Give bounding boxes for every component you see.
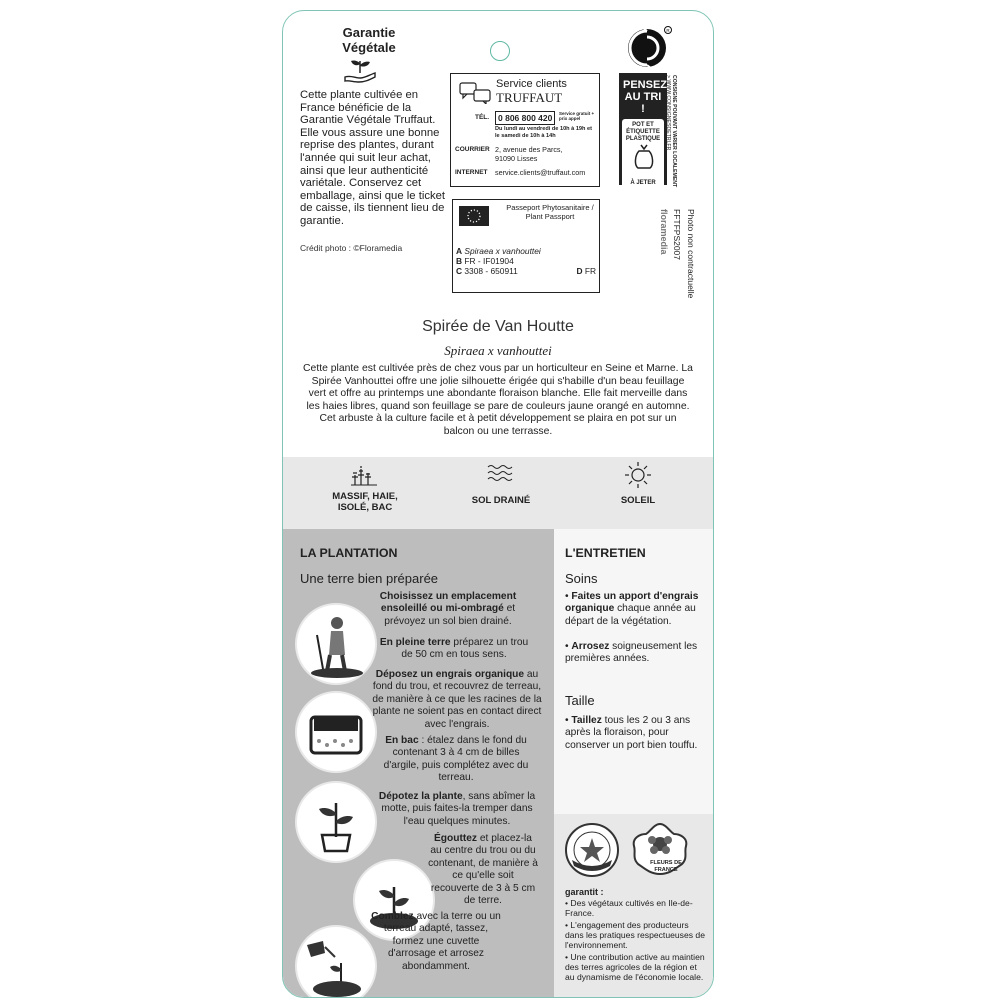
green-dot-icon (626, 25, 672, 69)
sorting-badge (619, 73, 667, 185)
plantation-step: Dépotez la plante, sans abîmer la motte, puis faites-la tremper dans l'eau quelques minutes. (378, 791, 536, 827)
soins-item: • Arrosez soigneusement les premières années. (565, 641, 698, 665)
container-illustration (295, 691, 377, 773)
chat-bubbles-icon (459, 82, 493, 104)
service-clients-box (450, 73, 600, 187)
feature-label-massif: MASSIF, HAIE, ISOLÉ, BAC (332, 491, 398, 513)
plantation-step: Choisissez un emplacement ensoleillé ou mi-ombragé et prévoyez un sol bien drainé. (379, 591, 517, 627)
garantie-title: Garantie Végétale (342, 25, 396, 55)
pot-plant-illustration (295, 781, 377, 863)
soins-item: • Faites un apport d'engrais organique chaque année au départ de la végétation. (565, 591, 699, 627)
plantation-section (283, 529, 554, 997)
photo-credit: Crédit photo : ©Floramedia (300, 243, 403, 253)
plantation-title: LA PLANTATION (300, 546, 398, 560)
passport-line-b: B FR - IF01904 (456, 256, 514, 266)
product-name: Spirée de Van Houtte (422, 318, 574, 335)
sun-icon (624, 461, 652, 489)
soins-title: Soins (565, 571, 598, 586)
tel-number: 0 806 800 420 (495, 111, 555, 125)
garantit-title: garantit : (565, 887, 604, 897)
entretien-title: L'ENTRETIEN (565, 546, 646, 560)
consigne-site: > WWW.CONSIGNESDETRI.FR (665, 75, 671, 151)
plantation-step: En pleine terre préparez un trou de 50 cm en tous sens. (379, 637, 529, 661)
tel-label: TÉL. (475, 114, 490, 121)
plant-passport-box (452, 199, 600, 293)
service-hours: Du lundi au vendredi de 10h à 19h et le samedi de 10h à 14h (495, 126, 592, 139)
passport-line-c: C 3308 - 650911 D FR (456, 266, 596, 276)
potted-plant-icon (297, 783, 375, 861)
hand-sprout-icon (343, 53, 377, 85)
product-description: Cette plante est cultivée près de chez vous par un horticulteur en Seine et Marne. La Spirée Vanhouttei offre une jolie silhouette érigée qui s'habille d'un beau feuillage vert et offre au printemps une abondante floraison blanche. Elle fait merveille dans les haies libres, quand son feuillage se pare de couleurs jaune orangé en automne. Cet arbuste à la culture facile et à petit développement se plaira en pot sur un balcon ou une terrasse. (303, 363, 693, 437)
jeter-text: À JETER (630, 180, 656, 186)
consigne-text: CONSIGNE POUVANT VARIER LOCALEMENT (671, 75, 677, 188)
taille-title: Taille (565, 693, 595, 708)
pot-etiquette-text: POT ET ÉTIQUETTE PLASTIQUE (625, 122, 661, 142)
pot-etiquette-box (622, 119, 664, 189)
service-brand: TRUFFAUT (496, 90, 563, 105)
plantation-subtitle: Une terre bien préparée (300, 571, 439, 586)
trash-bag-icon (634, 143, 654, 169)
plantation-step: Déposez un engrais organique au fond du trou, et recouvrez de terreau, de manière à ce que les racines de la plante ne soient pas en contact direct avec l'engrais. (372, 669, 542, 730)
fleurs-item: • Une contribution active au maintien des terres agricoles de la région et au dynamisme de l'économie locale. (565, 952, 705, 982)
taille-item: • Taillez tous les 2 ou 3 ans après la floraison, pour conserver un port bien touffu. (565, 715, 698, 751)
fleurs-badge-label: FLEURS DE FRANCE (650, 860, 682, 873)
planter-box-icon (297, 693, 375, 771)
passport-title: Passeport Phytosanitaire / Plant Passport (506, 203, 594, 221)
watering-illustration (295, 925, 377, 998)
passport-line-a: A Spiraea x vanhouttei (456, 246, 541, 256)
plantation-step: Égouttez et placez-la au centre du trou ou du contenant, de manière à ce qu'elle soit recouverte de 3 à 5 cm de terre. (428, 833, 538, 907)
pensez-text: PENSEZ AU TRI ! (623, 79, 668, 115)
fleurs-de-france-section (554, 814, 713, 997)
courrier-address: 2, avenue des Parcs, 91090 Lisses (495, 145, 563, 163)
svg-text:R: R (666, 28, 670, 33)
floramedia-brand: floramedia (659, 209, 669, 255)
fleurs-item: • L'engagement des producteurs dans les pratiques respectueuses de l'environnement. (565, 920, 705, 950)
photo-note: Photo non contractuelle (686, 209, 696, 299)
service-title: Service clients (496, 78, 567, 90)
soil-icon (487, 463, 513, 485)
eu-flag-icon (459, 206, 489, 226)
plantation-step: Comblez avec la terre ou un terreau adapté, tassez, formez une cuvette d'arrosage et arrosez abondamment. (371, 911, 501, 972)
entretien-section (554, 529, 713, 814)
watering-can-icon (297, 927, 375, 998)
features-band (283, 457, 713, 529)
feature-label-sol: SOL DRAINÉ (471, 495, 531, 506)
garantie-text: Cette plante cultivée en France bénéficie de la Garantie Végétale Truffaut. Elle vous assure une bonne reprise des plantes, durant l'année qui suit leur achat, ainsi que leur authenticité variétale. Conservez cet emballage, ainsi que le ticket de caisse, ils tiennent lieu de garantie. (300, 89, 446, 227)
fleurs-item: • Des végétaux cultivés en Ile-de-France. (565, 898, 693, 918)
hanging-hole-top (490, 41, 510, 61)
passport-lines (456, 246, 596, 276)
plantation-step: En bac : étalez dans le fond du contenant 3 à 4 cm de billes d'argile, puis complétez avec du terreau. (383, 735, 529, 784)
tel-note: Service gratuit + prix appel (559, 111, 595, 121)
feature-label-soleil: SOLEIL (620, 495, 656, 506)
plants-icon (351, 463, 377, 487)
product-latin-name: Spiraea x vanhouttei (444, 343, 552, 358)
plant-label-card (282, 10, 714, 998)
produit-en-ile-de-france-badge (564, 822, 620, 878)
internet-label: INTERNET (455, 169, 488, 176)
floramedia-code: FFTFPS2007 (672, 209, 682, 261)
courrier-label: COURRIER (455, 146, 490, 153)
internet-email: service.clients@truffaut.com (495, 168, 586, 177)
